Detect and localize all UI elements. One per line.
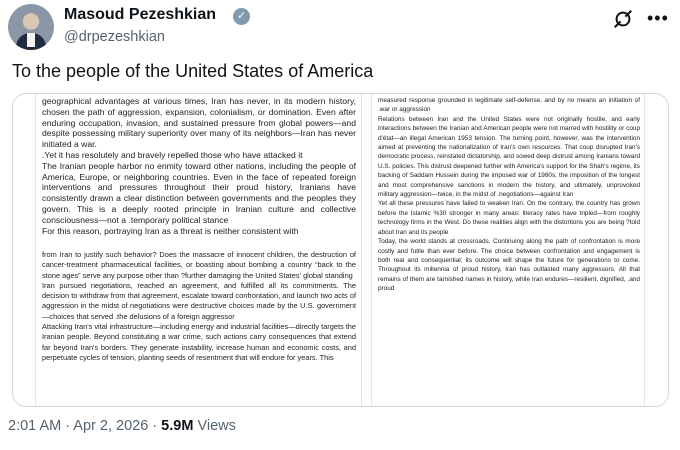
more-options-icon[interactable]: ••• — [647, 8, 669, 28]
letter-paragraph: Iran pursued negotiations, reached an agreement, and fulfilled all its commitments. The decision to withdraw from that agreement, escalate toward confrontation, and launch two acts of aggression in the midst of negotiations were destructive choices made by the U.S. government—choices that served .the delusions of a foreign aggressor — [42, 280, 356, 321]
post-text: To the people of the United States of America — [12, 61, 374, 81]
letter-paragraph: measured response grounded in legitimate self-defense, and by no means an initiation of .war or aggression — [378, 97, 640, 114]
letter-paragraph: .Yet it has resolutely and bravely repelled those who have attacked it — [42, 149, 303, 160]
post-media-image[interactable] — [12, 93, 669, 407]
letter-paragraph: The Iranian people harbor no enmity toward other nations, including the people of America, Europe, or neighboring countries. Even in the face of repeated foreign interventions and pressures throughout their proud history, Iranians have consistently drawn a clear distinction between governments and the peoples they govern. This is a deeply rooted principle in Iranian culture and collective consciousness—not a .temporary political stance — [42, 160, 356, 225]
letter-segment-3 — [378, 96, 640, 402]
letter-paragraph: geographical advantages at various times, Iran has never, in its modern history, chosen the path of aggression, expansion, colonialism, or domination. Even after enduring occupation, invasion, and sustained pressure from global powers—and despite possessing military superiority over many of its neighbors—Iran has never initiated a war. — [42, 96, 356, 150]
letter-page-left — [35, 94, 362, 406]
letter-segment-2 — [42, 250, 356, 404]
letter-paragraph: Yet all these pressures have failed to weaken Iran. On the contrary, the country has grown before the Islamic %30 stronger in many areas: literacy rates have tripled—from roughly technology firms in the West. Do these realities align with the distortions you are being ?told about Iran and its people — [378, 200, 640, 236]
meta-separator: · — [148, 418, 162, 434]
avatar-shirt — [27, 33, 35, 47]
author-handle[interactable]: @drpezeshkian — [64, 29, 165, 45]
avatar[interactable] — [8, 4, 54, 50]
author-name[interactable]: Masoud Pezeshkian — [64, 6, 217, 23]
meta-separator: · — [61, 418, 74, 434]
letter-paragraph: Today, the world stands at crossroads. Continuing along the path of confrontation is more costly and futile than ever before. The choice between confrontation and engagement is both real and consequential; its outcome will shape the future for generations to come. Throughout its millennia of proud history, Iran has outlasted many aggressors. All that remains of them are tarnished names in history, while Iran endures—resilient, dignified, .and proud — [378, 238, 640, 293]
post-meta — [8, 418, 236, 434]
views-label: Views — [193, 418, 236, 434]
post-time[interactable]: 2:01 AM — [8, 418, 62, 434]
verified-badge-icon: ✓ — [233, 8, 250, 25]
post-date[interactable]: Apr 2, 2026 — [73, 418, 149, 434]
letter-segment-1 — [42, 96, 356, 251]
letter-page-right — [371, 94, 645, 406]
grok-icon[interactable] — [612, 8, 634, 30]
letter-paragraph: Relations between Iran and the United States were not originally hostile, and early interactions between the Iranian and American people were not marred with hostility or coup d'état—an illegal American 1953 tension. The turning point, however, was the intervention aimed at preventing the nationalization of Iran's own resources. That coup disrupted Iran's democratic process, reinstated dictatorship, and sowed deep distrust among Iranians toward U.S. policies. This distrust deepened further with America's support for the Shah's regime, its backing of Saddam Hussein during the imposed war of 1980s, the imposition of the longest and most comprehensive sanctions in modern the history, and ultimately, unprovoked military aggression—twice, in the midst of .negotiations—against Iran — [378, 115, 640, 199]
letter-paragraph: Attacking Iran's vital infrastructure—including energy and industrial facilities—directly targets the Iranian people. Beyond constituting a war crime, such actions carry consequences that extend far beyond Iran's borders. They generate instability, increase human and economic costs, and perpetuate cycles of tension, planting seeds of resentment that will endure for years. This — [42, 322, 356, 362]
letter-paragraph: For this reason, portraying Iran as a threat is neither consistent with — [42, 225, 299, 236]
views-count: 5.9M — [161, 418, 194, 434]
letter-paragraph: from Iran to justify such behavior? Does the massacre of innocent children, the destruction of cancer-treatment pharmaceutical facilities, or boasting about bombing a country “back to the stone ages” serve any purpose other than ?further damaging the United States' global standing — [42, 250, 356, 280]
